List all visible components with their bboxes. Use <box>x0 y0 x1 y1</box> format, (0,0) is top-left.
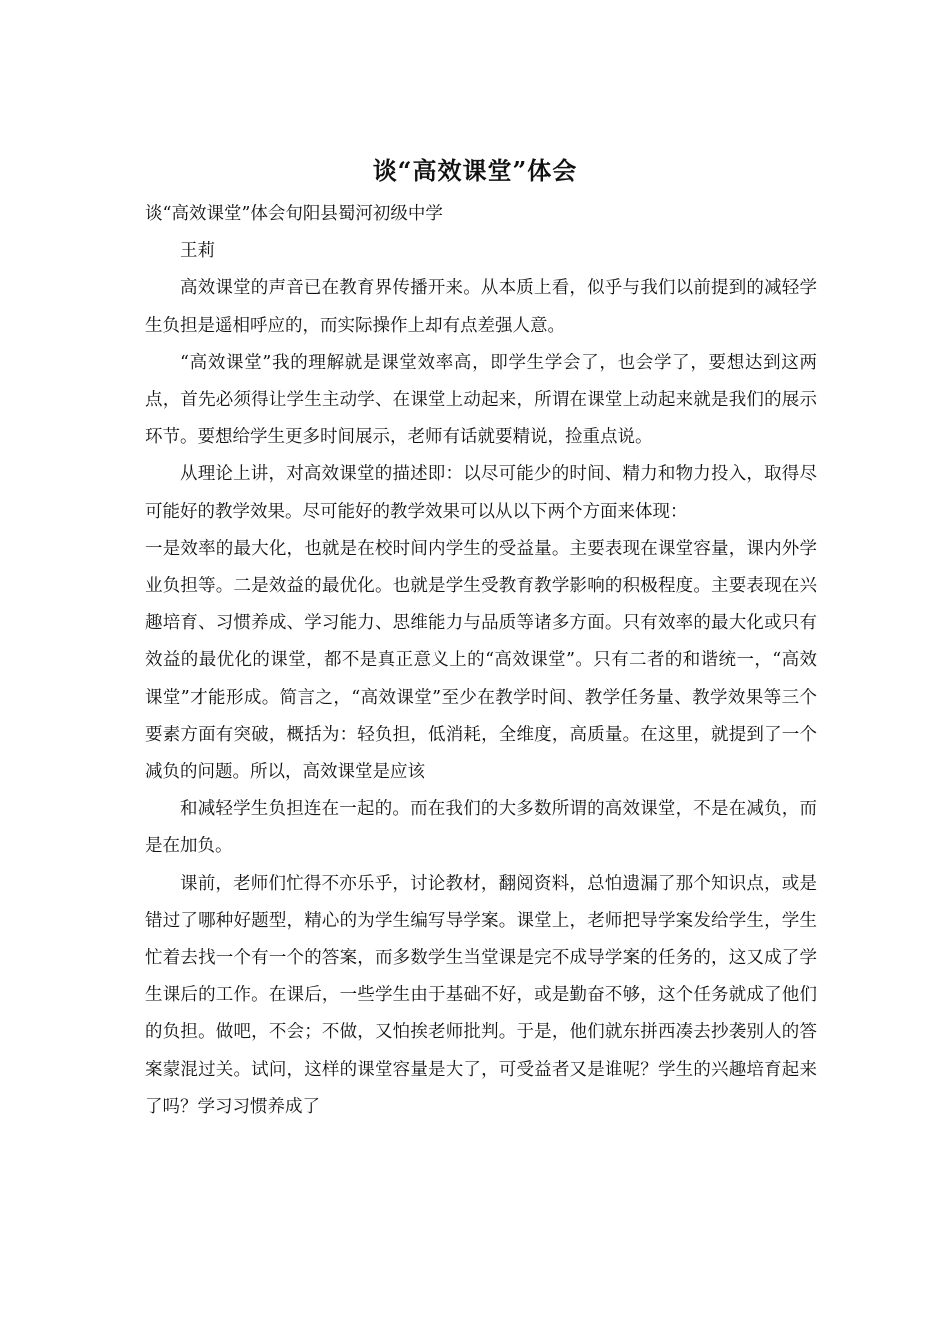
paragraph: 和减轻学生负担连在一起的。而在我们的大多数所谓的高效课堂，不是在减负，而是在加负。 <box>145 799 817 857</box>
paragraph: 课前，老师们忙得不亦乐乎，讨论教材，翻阅资料，总怕遗漏了那个知识点，或是错过了哪种好题型，精心的为学生编写导学案。课堂上，老师把导学案发给学生，学生忙着去找一个有一个的答案，而多数学生当堂课是完不成导学案的任务的，这又成了学生课后的工作。在课后，一些学生由于基础不好，或是勤奋不够，这个任务就成了他们的负担。做吧，不会；不做，又怕挨老师批判。于是，他们就东拼西凑去抄袭别人的答案蒙混过关。试问，这样的课堂容量是大了，可受益者又是谁呢？学生的兴趣培育起来了吗？学习习惯养成了 <box>145 873 817 1117</box>
paragraph: 高效课堂的声音已在教育界传播开来。从本质上看，似乎与我们以前提到的减轻学生负担是遥相呼应的，而实际操作上却有点差强人意。 <box>145 278 817 336</box>
paragraph: “高效课堂”我的理解就是课堂效率高，即学生学会了，也会学了，要想达到这两点，首先必须得让学生主动学、在课堂上动起来，所谓在课堂上动起来就是我们的展示环节。要想给学生更多时间展示，老师有话就要精说，捡重点说。 <box>145 352 817 448</box>
document-title: 谈“高效课堂”体会 <box>372 156 578 185</box>
paragraph: 从理论上讲，对高效课堂的描述即：以尽可能少的时间、精力和物力投入，取得尽可能好的教学效果。尽可能好的教学效果可以从以下两个方面来体现： <box>145 464 817 522</box>
author-name: 王莉 <box>180 241 215 262</box>
document-subtitle: 谈“高效课堂”体会旬阳县蜀河初级中学 <box>145 204 443 224</box>
paragraph: 一是效率的最大化，也就是在校时间内学生的受益量。主要表现在课堂容量，课内外学业负担等。二是效益的最优化。也就是学生受教育教学影响的积极程度。主要表现在兴趣培育、习惯养成、学习能力、思维能力与品质等诸多方面。只有效率的最大化或只有效益的最优化的课堂，都不是真正意义上的“高效课堂”。只有二者的和谐统一，“高效课堂”才能形成。简言之，“高效课堂”至少在教学时间、教学任务量、教学效果等三个要素方面有突破，概括为：轻负担，低消耗，全维度，高质量。在这里，就提到了一个减负的问题。所以，高效课堂是应该 <box>145 538 817 783</box>
document-body <box>145 196 817 1126</box>
